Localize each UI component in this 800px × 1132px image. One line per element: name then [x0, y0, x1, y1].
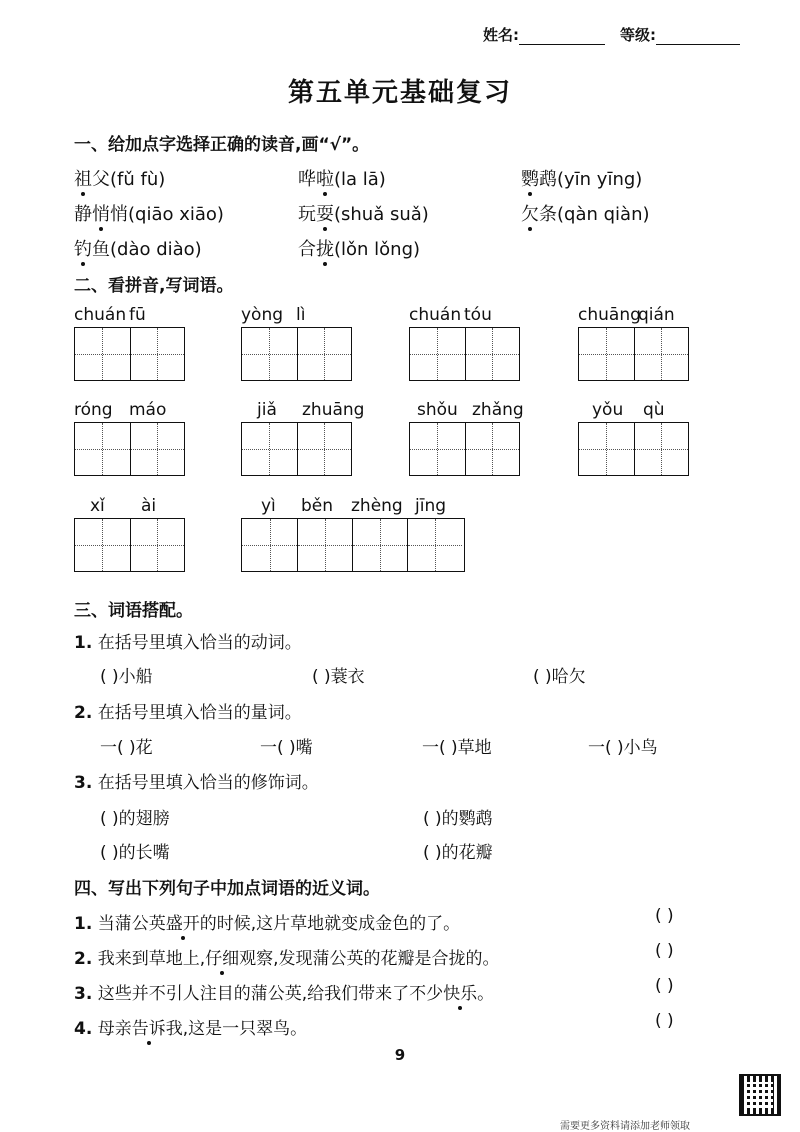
- s4-sentence-4: 4. 母亲告诉我,这是一只翠鸟。: [74, 1019, 308, 1039]
- s3-q2-item[interactable]: 一( )小鸟: [588, 738, 658, 758]
- pinyin-syllable: ài: [141, 496, 157, 516]
- s1-item-4[interactable]: 静悄悄(qiāo xiāo): [74, 204, 224, 225]
- pinyin-group-6: [241, 400, 365, 476]
- name-label: 姓名:: [483, 26, 519, 44]
- s4-blank-2[interactable]: ( ): [655, 941, 674, 961]
- writing-grid[interactable]: [409, 327, 520, 381]
- pinyin-syllable: chuán: [74, 305, 127, 325]
- pinyin-syllable: chuán: [409, 305, 462, 325]
- section4-heading: 四、写出下列句子中加点词语的近义词。: [74, 879, 380, 899]
- pinyin-group-7: [409, 400, 522, 476]
- pinyin-syllable: zhuāng: [302, 400, 365, 420]
- s3-q3-item[interactable]: ( )的花瓣: [423, 843, 493, 863]
- s3-q1-item[interactable]: ( )哈欠: [533, 667, 586, 687]
- s4-sentence-1: 1. 当蒲公英盛开的时候,这片草地就变成金色的了。: [74, 914, 461, 934]
- s3-q1-item[interactable]: ( )小船: [100, 667, 153, 687]
- writing-grid[interactable]: [74, 518, 185, 572]
- pinyin-syllable: jiǎ: [257, 400, 277, 420]
- pinyin-syllable: chuāng: [578, 305, 641, 325]
- pinyin-syllable: běn: [301, 496, 334, 516]
- s3-q2: 2. 在括号里填入恰当的量词。: [74, 703, 302, 723]
- pinyin-syllable: máo: [129, 400, 167, 420]
- writing-grid[interactable]: [578, 422, 689, 476]
- name-blank[interactable]: [519, 30, 605, 45]
- pinyin-syllable: yì: [261, 496, 276, 516]
- pinyin-syllable: qù: [643, 400, 665, 420]
- pinyin-syllable: jīng: [415, 496, 447, 516]
- pinyin-group-3: [409, 305, 520, 381]
- s1-item-2[interactable]: 哗啦(la lā): [298, 169, 386, 190]
- writing-grid[interactable]: [241, 422, 352, 476]
- s3-q3-item[interactable]: ( )的翅膀: [100, 809, 170, 829]
- writing-grid[interactable]: [409, 422, 520, 476]
- s4-blank-1[interactable]: ( ): [655, 906, 674, 926]
- grade-label: 等级:: [620, 26, 656, 44]
- section2-heading: 二、看拼音,写词语。: [74, 276, 234, 296]
- s4-sentence-3: 3. 这些并不引人注目的蒲公英,给我们带来了不少快乐。: [74, 984, 495, 1004]
- s3-q1: 1. 在括号里填入恰当的动词。: [74, 633, 302, 653]
- name-field: [483, 24, 605, 45]
- s3-q3: 3. 在括号里填入恰当的修饰词。: [74, 773, 319, 793]
- qr-code-icon: [739, 1074, 781, 1116]
- s3-q2-item[interactable]: 一( )草地: [422, 738, 492, 758]
- page-number: 9: [394, 1046, 406, 1064]
- writing-grid[interactable]: [74, 422, 185, 476]
- writing-grid[interactable]: [241, 327, 352, 381]
- section3-heading: 三、词语搭配。: [74, 601, 193, 621]
- writing-grid[interactable]: [241, 518, 465, 572]
- s1-item-8[interactable]: 合拢(lǒn lǒng): [298, 239, 421, 260]
- pinyin-group-5: [74, 400, 185, 476]
- page-title: 第五单元基础复习: [287, 78, 512, 108]
- pinyin-syllable: zhèng: [351, 496, 403, 516]
- section1-heading: 一、给加点字选择正确的读音,画“√”。: [74, 135, 370, 155]
- s4-blank-4[interactable]: ( ): [655, 1011, 674, 1031]
- pinyin-syllable: lì: [296, 305, 306, 325]
- s1-item-6[interactable]: 欠条(qàn qiàn): [521, 204, 650, 225]
- pinyin-syllable: xǐ: [90, 496, 105, 516]
- pinyin-group-10: [241, 496, 465, 572]
- s1-item-1[interactable]: 祖父(fǔ fù): [74, 169, 166, 190]
- s3-q2-item[interactable]: 一( )嘴: [260, 738, 313, 758]
- pinyin-syllable: qián: [638, 305, 675, 325]
- writing-grid[interactable]: [578, 327, 689, 381]
- footer-note: 需要更多资料请添加老师领取: [560, 1121, 690, 1132]
- pinyin-syllable: yǒu: [592, 400, 624, 420]
- writing-grid[interactable]: [74, 327, 185, 381]
- pinyin-group-8: [578, 400, 693, 476]
- pinyin-syllable: zhǎng: [472, 400, 524, 420]
- grade-blank[interactable]: [656, 30, 740, 45]
- pinyin-group-2: [241, 305, 352, 381]
- pinyin-syllable: róng: [74, 400, 113, 420]
- s3-q3-item[interactable]: ( )的长嘴: [100, 843, 170, 863]
- s4-sentence-2: 2. 我来到草地上,仔细观察,发现蒲公英的花瓣是合拢的。: [74, 949, 500, 969]
- pinyin-group-9: [74, 496, 186, 572]
- pinyin-group-4: [578, 305, 689, 381]
- s4-blank-3[interactable]: ( ): [655, 976, 674, 996]
- s3-q2-item[interactable]: 一( )花: [100, 738, 153, 758]
- s1-item-5[interactable]: 玩耍(shuǎ suǎ): [298, 204, 429, 225]
- pinyin-group-1: [74, 305, 185, 381]
- s3-q3-item[interactable]: ( )的鹦鹉: [423, 809, 493, 829]
- s1-item-3[interactable]: 鹦鹉(yīn yīng): [521, 169, 643, 190]
- s3-q1-item[interactable]: ( )蓑衣: [312, 667, 365, 687]
- pinyin-syllable: tóu: [464, 305, 492, 325]
- s1-item-7[interactable]: 钓鱼(dào diào): [74, 239, 202, 260]
- pinyin-syllable: yòng: [241, 305, 284, 325]
- grade-field: [620, 24, 740, 45]
- pinyin-syllable: fū: [129, 305, 146, 325]
- pinyin-syllable: shǒu: [417, 400, 458, 420]
